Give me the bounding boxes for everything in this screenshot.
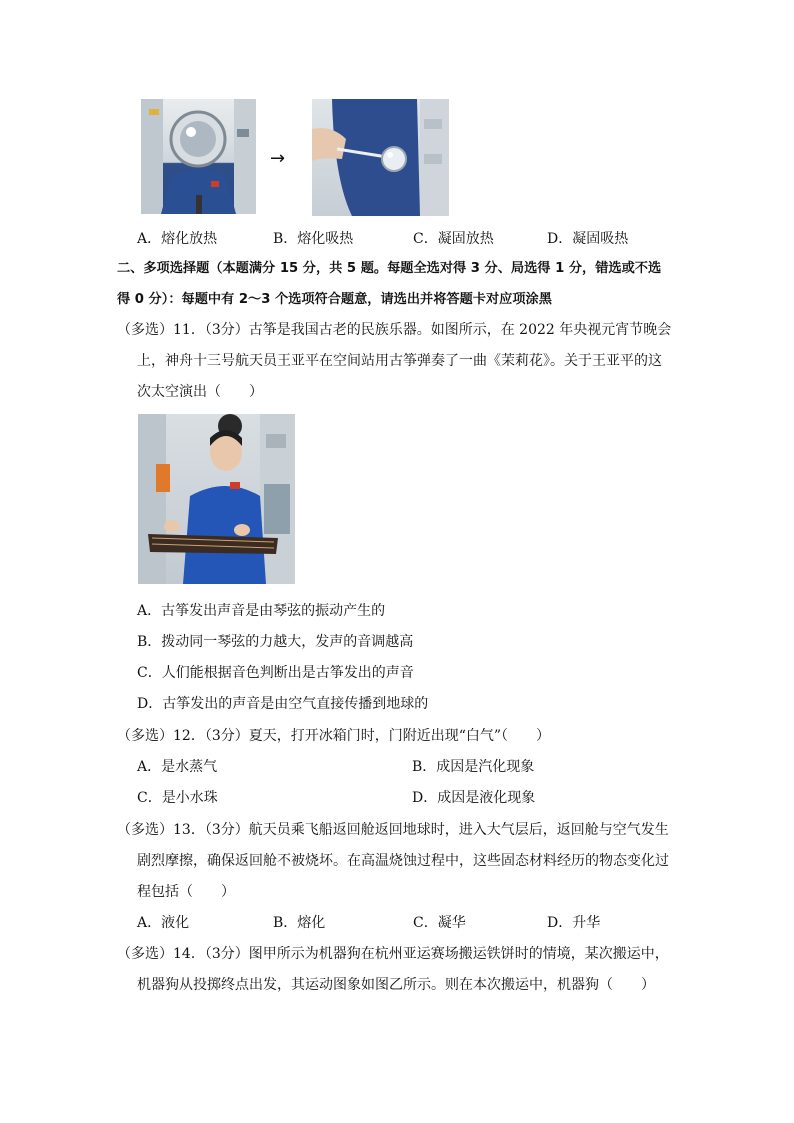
q13-stem-line2: 剧烈摩擦，确保返回舱不被烧坏。在高温烧蚀过程中，这些固态材料经历的物态变化过 [137,853,669,869]
astronaut-with-water-ball-illustration [141,99,256,214]
arrow-icon: → [270,148,286,169]
q10-option-a: A．熔化放热 [137,231,218,247]
guzheng-photo [138,414,295,584]
q12-option-b: B．成因是汽化现象 [412,759,535,775]
q11-option-c: C．人们能根据音色判断出是古筝发出的声音 [137,665,414,681]
q13-option-d: D．升华 [547,915,601,931]
section2-heading-line1: 二、多项选择题（本题满分 15 分，共 5 题。每题全选对得 3 分、局选得 1 分，错选或不选 [117,261,662,276]
frozen-water-ball-illustration [312,99,449,216]
q11-stem-line3: 次太空演出（ ） [137,384,263,400]
water-ball-photo-after [312,99,449,216]
q14-stem-line1: （多选）14．（3分）图甲所示为机器狗在杭州亚运赛场搬运铁饼时的情境，某次搬运中， [117,946,669,962]
q11-stem-line1: （多选）11．（3分）古筝是我国古老的民族乐器。如图所示，在 2022 年央视元宵节晚会 [117,322,672,338]
section2-heading-line2: 得 0 分）：每题中有 2～3 个选项符合题意，请选出并将答题卡对应项涂黑 [117,292,552,307]
q11-option-b: B．拨动同一琴弦的力越大，发声的音调越高 [137,634,414,650]
q12-option-c: C．是小水珠 [137,790,218,806]
q13-stem-line1: （多选）13．（3分）航天员乘飞船返回舱返回地球时，进入大气层后，返回舱与空气发生 [117,822,669,838]
q14-stem-line2: 机器狗从投掷终点出发，其运动图象如图乙所示。则在本次搬运中，机器狗（ ） [137,977,655,993]
q10-option-c: C．凝固放热 [413,231,494,247]
q10-option-d: D．凝固吸热 [547,231,629,247]
q12-option-a: A．是水蒸气 [137,759,218,775]
q12-stem: （多选）12．（3分）夏天，打开冰箱门时，门附近出现“白气”（ ） [117,728,551,744]
q13-option-b: B．熔化 [273,915,326,931]
q11-stem-line2: 上，神舟十三号航天员王亚平在空间站用古筝弹奏了一曲《茉莉花》。关于王亚平的这 [137,353,662,369]
q13-option-c: C．凝华 [413,915,466,931]
astronaut-playing-guzheng-illustration [138,414,295,584]
q12-option-d: D．成因是液化现象 [412,790,536,806]
q11-option-d: D．古筝发出的声音是由空气直接传播到地球的 [137,696,429,712]
water-ball-photo-before [141,99,256,214]
q11-option-a: A．古筝发出声音是由琴弦的振动产生的 [137,603,386,619]
q13-option-a: A．液化 [137,915,190,931]
q10-option-b: B．熔化吸热 [273,231,354,247]
q13-stem-line3: 程包括（ ） [137,884,235,900]
